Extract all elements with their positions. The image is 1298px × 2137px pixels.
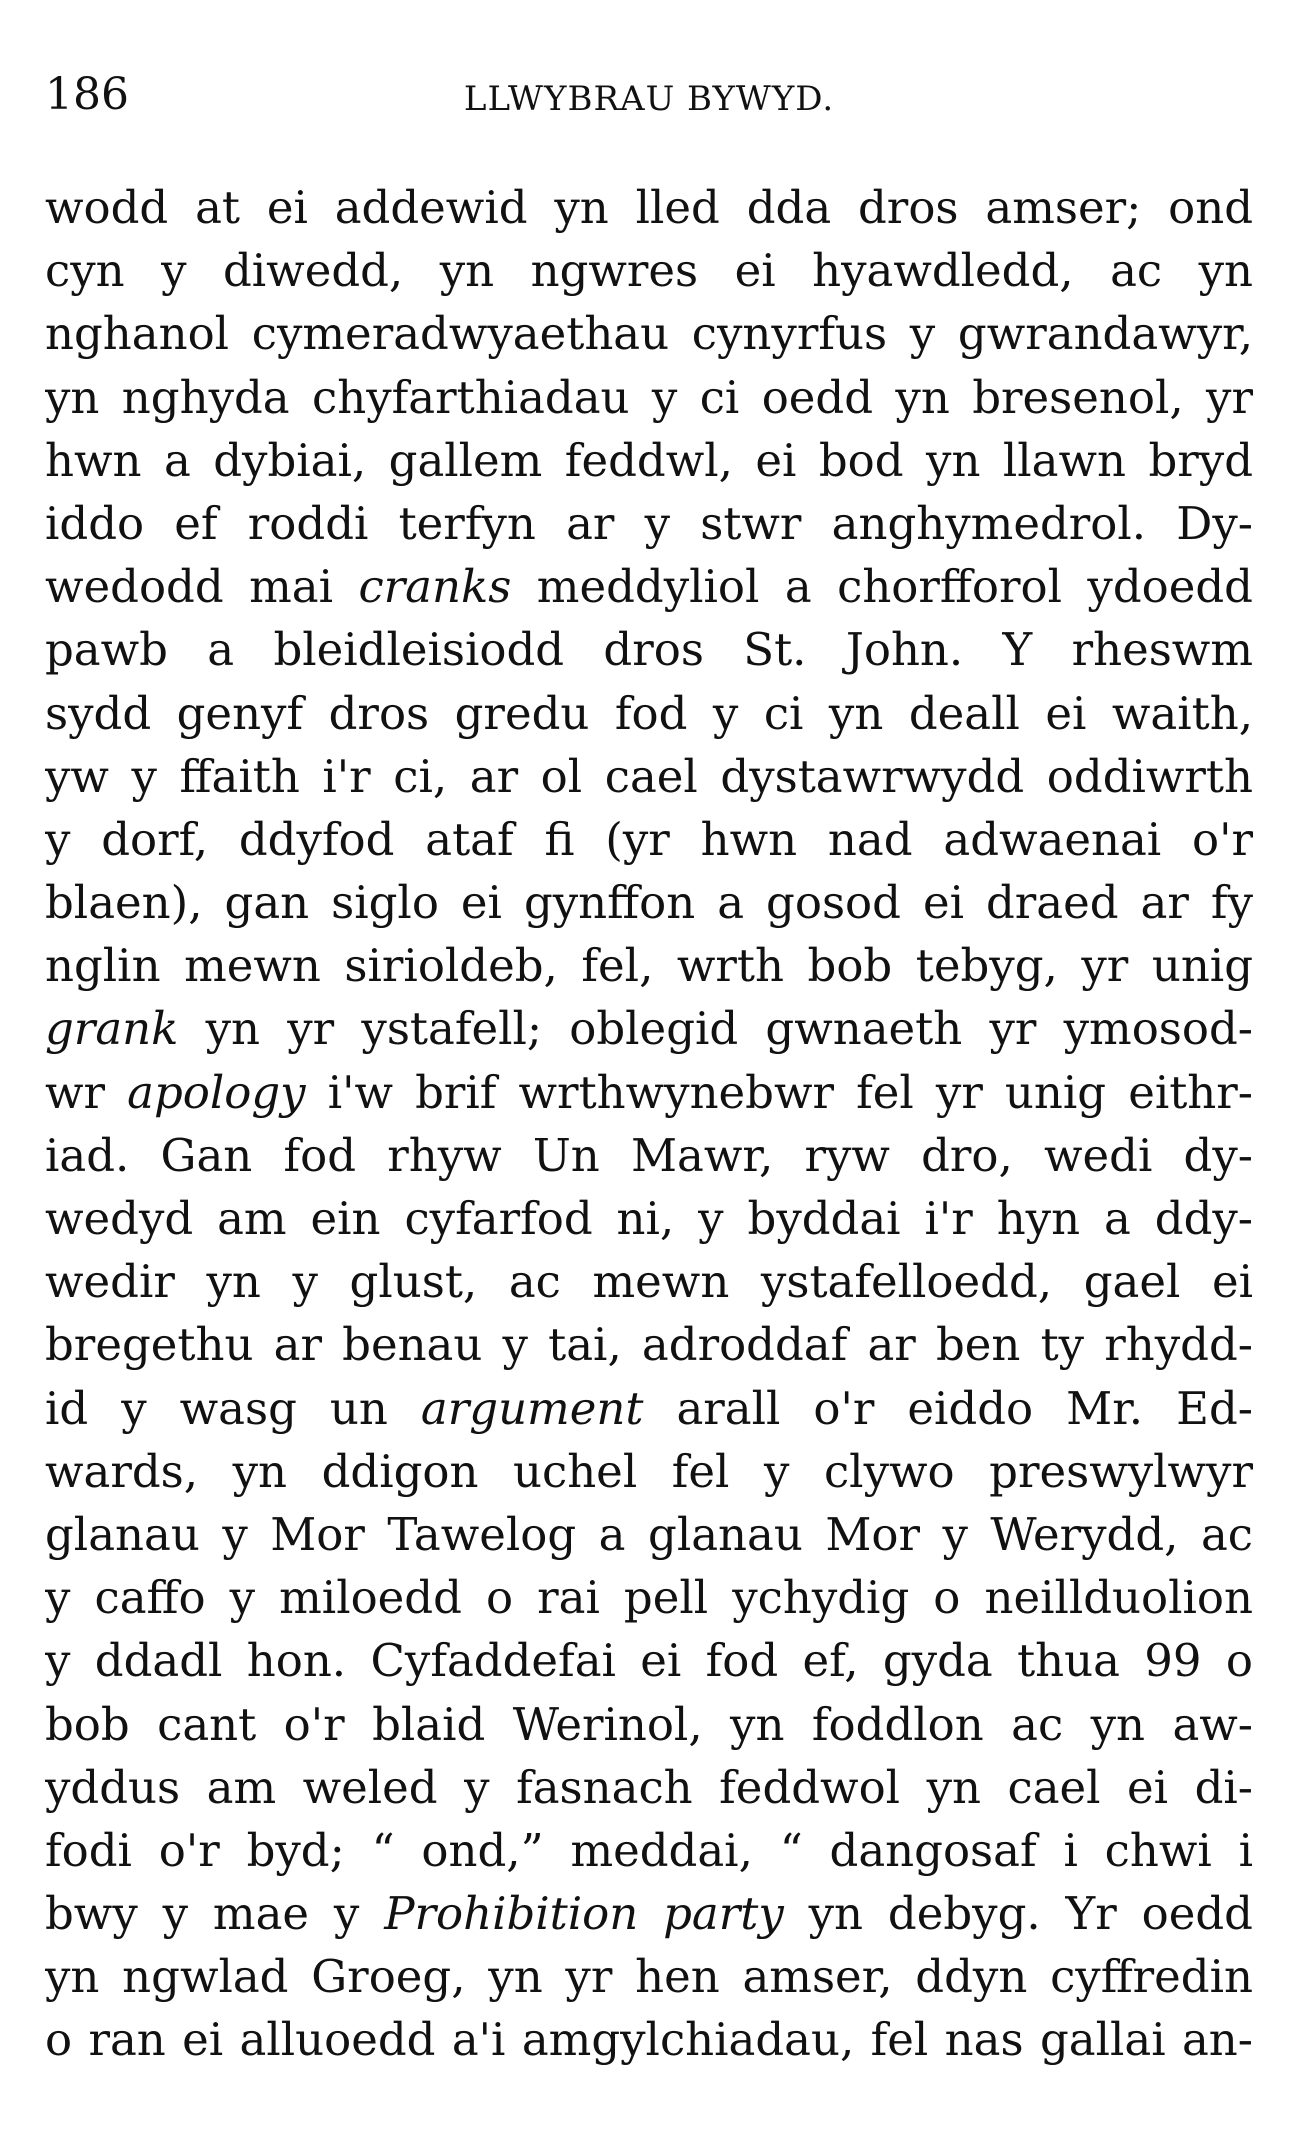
text-line (45, 1882, 1253, 1945)
text-line: pawb a bleidleisiodd dros St. John. Y rheswm (45, 623, 1253, 677)
text-line: fodi o'r byd; “ ond,” meddai, “ dangosaf i chwi i (45, 1823, 1253, 1877)
text-line (45, 997, 1253, 1060)
text-line: nghanol cymeradwyaethau cynyrfus y gwrandawyr, (45, 307, 1253, 361)
text-line: nglin mewn sirioldeb, fel, wrth bob tebyg, yr unig (45, 939, 1253, 993)
body-text (45, 176, 1253, 2072)
text-line: iad. Gan fod rhyw Un Mawr, ryw dro, wedi dy- (45, 1128, 1253, 1182)
text-line: bob cant o'r blaid Werinol, yn foddlon ac yn aw- (45, 1697, 1253, 1751)
text-run: arall o'r eiddo Mr. Ed- (643, 1381, 1253, 1435)
text-run: wedodd mai (45, 560, 359, 614)
text-run: yn debyg. Yr oedd (783, 1887, 1253, 1941)
italic-word: grank (45, 1002, 179, 1056)
text-line: yn ngwlad Groeg, yn yr hen amser, ddyn cyffredin (45, 1950, 1253, 2004)
running-head: LLWYBRAU BYWYD. (463, 79, 835, 119)
text-run: yn yr ystafell; oblegid gwnaeth yr ymosod- (178, 1002, 1253, 1056)
text-line: glanau y Mor Tawelog a glanau Mor y Werydd, ac (45, 1507, 1253, 1561)
italic-word: cranks (358, 560, 512, 614)
page-number: 186 (45, 69, 129, 120)
text-run: id y wasg un (45, 1381, 421, 1435)
text-run: bwy y mae y (45, 1887, 385, 1941)
text-line: y caffo y miloedd o rai pell ychydig o neillduolion (45, 1571, 1253, 1625)
text-line: y ddadl hon. Cyfaddefai ei fod ef, gyda thua 99 o (45, 1634, 1253, 1688)
text-line: o ran ei alluoedd a'i amgylchiadau, fel nas gallai an- (45, 2013, 1253, 2067)
text-run: wr (45, 1065, 128, 1119)
text-line: yn nghyda chyfarthiadau y ci oedd yn bresenol, yr (45, 370, 1253, 424)
italic-word: argument (420, 1381, 644, 1435)
text-line: y dorf, ddyfod ataf fi (yr hwn nad adwaenai o'r (45, 812, 1253, 866)
text-run: i'w brif wrthwynebwr fel yr unig eithr- (305, 1065, 1253, 1119)
text-line: wedir yn y glust, ac mewn ystafelloedd, gael ei (45, 1255, 1253, 1309)
text-line: wedyd am ein cyfarfod ni, y byddai i'r hyn a ddy- (45, 1192, 1253, 1245)
text-line: bregethu ar benau y tai, adroddaf ar ben ty rhydd- (45, 1318, 1253, 1372)
text-line (45, 1061, 1253, 1124)
italic-word: apology (127, 1065, 306, 1119)
text-line (45, 1377, 1253, 1440)
text-line: yw y ffaith i'r ci, ar ol cael dystawrwydd oddiwrth (45, 749, 1253, 803)
text-line: yddus am weled y fasnach feddwol yn cael ei di- (45, 1760, 1253, 1814)
page-header (45, 65, 1253, 135)
text-line: sydd genyf dros gredu fod y ci yn deall ei waith, (45, 686, 1253, 740)
text-line: wards, yn ddigon uchel fel y clywo preswylwyr (45, 1444, 1253, 1498)
text-line: blaen), gan siglo ei gynffon a gosod ei draed ar fy (45, 876, 1253, 930)
text-run: meddyliol a chorfforol ydoedd (511, 560, 1253, 614)
text-line (45, 555, 1253, 618)
text-line: cyn y diwedd, yn ngwres ei hyawdledd, ac yn (45, 244, 1253, 298)
text-line: hwn a dybiai, gallem feddwl, ei bod yn llawn bryd (45, 433, 1253, 487)
text-line: iddo ef roddi terfyn ar y stwr anghymedrol. Dy- (45, 496, 1253, 550)
italic-phrase: Prohibition party (384, 1887, 784, 1941)
text-line: wodd at ei addewid yn lled dda dros amser; ond (45, 181, 1253, 234)
